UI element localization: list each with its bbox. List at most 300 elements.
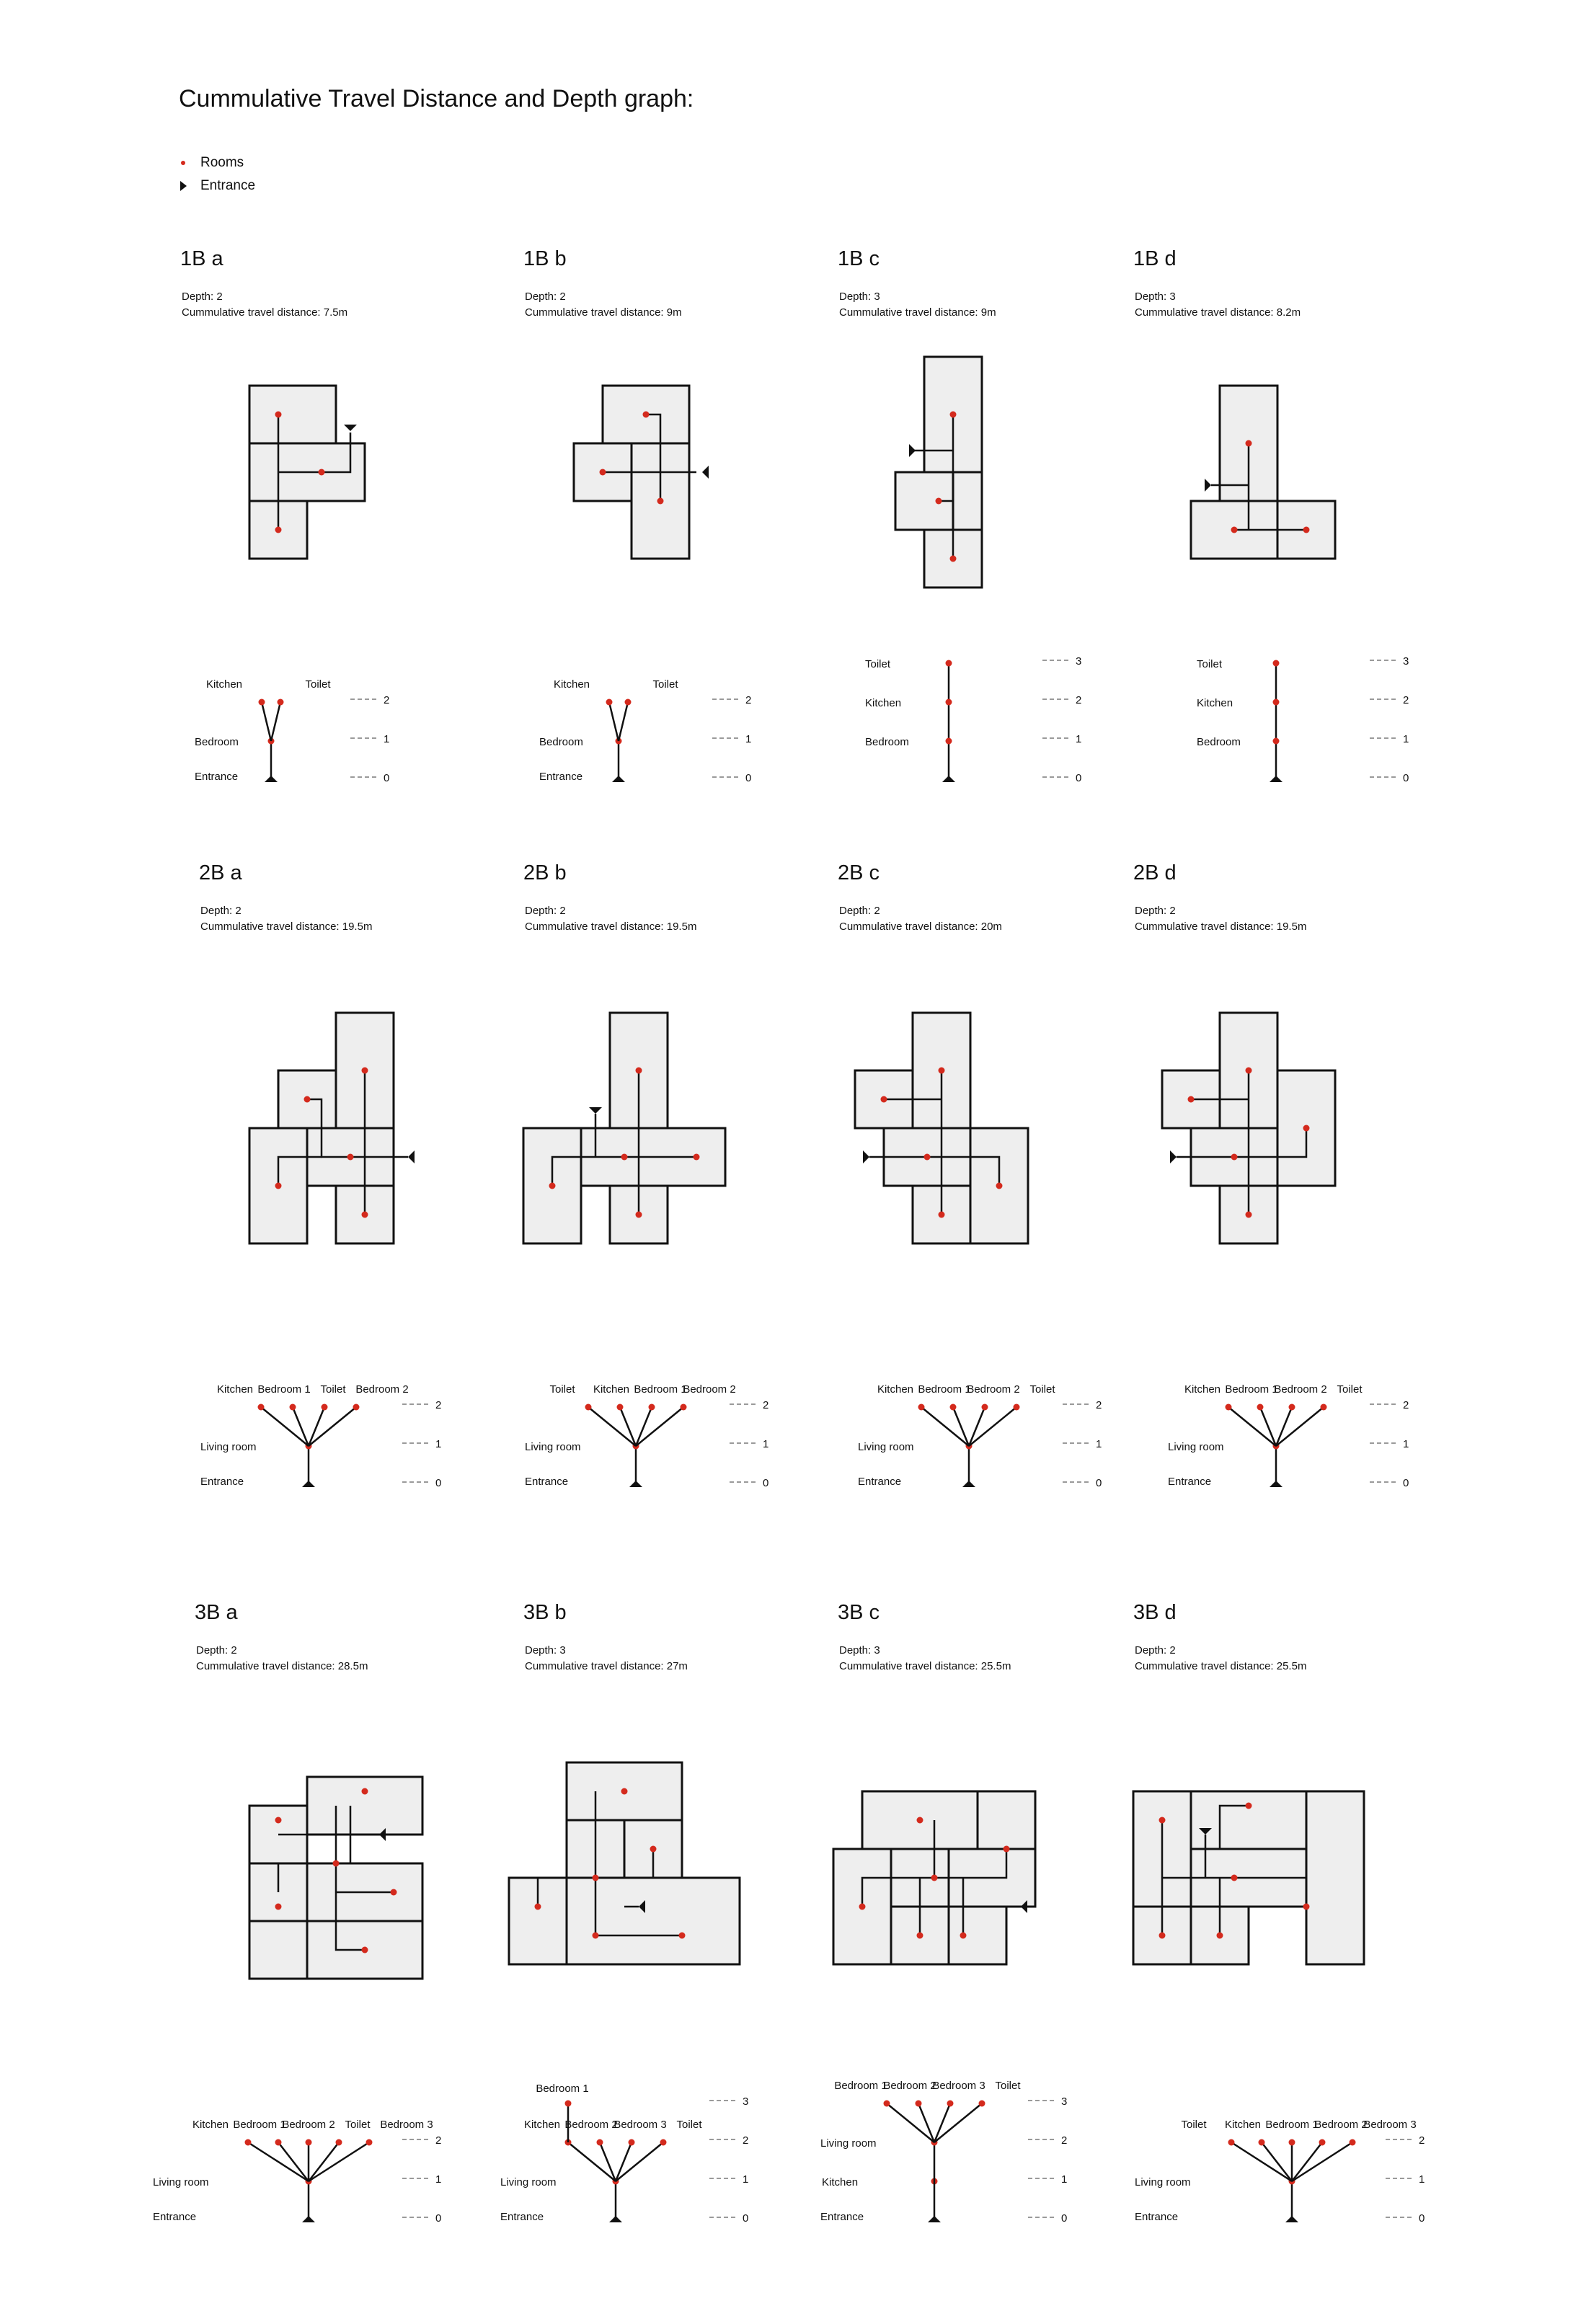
depth-text: Depth: 3: [839, 290, 880, 303]
room-dot: [694, 1154, 700, 1161]
depth-level-label: 2: [1403, 694, 1409, 706]
floor-plan: [249, 1013, 415, 1243]
graph-edge: [1292, 2142, 1352, 2181]
legend-rooms-label: Rooms: [200, 155, 244, 170]
room-dot: [946, 699, 952, 706]
graph-node-label: Kitchen: [1224, 2119, 1262, 2131]
room-rect: [307, 1777, 422, 1835]
graph-node-label: Toilet: [320, 1383, 346, 1396]
graph-node-label: Bedroom 2: [1274, 1383, 1327, 1396]
room-dot: [336, 2139, 342, 2146]
room-rect: [978, 1791, 1035, 1849]
travel-distance-text: Cummulative travel distance: 9m: [525, 306, 682, 319]
graph-edge: [271, 702, 280, 741]
graph-edge: [609, 702, 619, 741]
depth-text: Depth: 3: [1135, 290, 1176, 303]
entrance-node-label: Entrance: [525, 1476, 569, 1488]
room-dot: [258, 1404, 265, 1411]
floor-plan: [1133, 1791, 1364, 1964]
room-dot: [275, 527, 282, 533]
room-dot: [1246, 1803, 1252, 1809]
graph-node-label: Toilet: [1337, 1383, 1363, 1396]
room-rect: [249, 1921, 307, 1979]
graph-node-label: Bedroom 2: [1314, 2119, 1368, 2131]
graph-node-label: Toilet: [652, 678, 678, 691]
room-dot: [982, 1404, 988, 1411]
graph-node-label: Toilet: [676, 2119, 702, 2131]
room-dot: [245, 2139, 252, 2146]
depth-text: Depth: 2: [1135, 905, 1176, 917]
room-dot: [275, 1183, 282, 1189]
depth-text: Depth: 2: [182, 290, 223, 303]
panel-title: 1B a: [180, 247, 223, 270]
graph-node-label: Bedroom 2: [967, 1383, 1020, 1396]
depth-text: Depth: 2: [525, 290, 566, 303]
graph-edge: [1231, 2142, 1292, 2181]
entrance-node-label: Entrance: [858, 1476, 902, 1488]
entrance-node-label: Entrance: [195, 771, 239, 783]
room-dot: [1226, 1404, 1232, 1411]
room-dot: [950, 556, 957, 562]
room-dot: [679, 1933, 686, 1939]
travel-distance-text: Cummulative travel distance: 8.2m: [1135, 306, 1301, 319]
floor-plan: [1162, 1013, 1335, 1243]
entrance-node-label: Entrance: [1135, 2211, 1179, 2223]
depth-level-label: 0: [1061, 2212, 1068, 2225]
depth-level-label: 1: [435, 1438, 442, 1450]
entrance-marker: [702, 466, 709, 479]
room-dot: [917, 1817, 923, 1824]
depth-level-label: 3: [1061, 2095, 1068, 2108]
depth-graph: [500, 2083, 748, 2225]
room-dot: [1259, 2139, 1265, 2146]
room-dot: [597, 2139, 603, 2146]
panel-title: 2B a: [199, 861, 242, 884]
depth-graph: [195, 678, 389, 784]
room-dot: [917, 1933, 923, 1939]
graph-node-label: Toilet: [865, 658, 891, 670]
hub-node-label: Bedroom: [539, 736, 583, 748]
room-dot: [1231, 1154, 1238, 1161]
room-dot: [1319, 2139, 1326, 2146]
room-dot: [650, 1846, 657, 1853]
graph-node-label: Toilet: [1197, 658, 1223, 670]
panel-2b-b: [523, 861, 768, 1489]
room-dot: [1246, 440, 1252, 447]
depth-text: Depth: 3: [839, 1644, 880, 1656]
panel-title: 2B b: [523, 861, 567, 884]
hub-node-label: Living room: [200, 1441, 257, 1453]
room-dot: [1257, 1404, 1264, 1411]
graph-node-label: Kitchen: [205, 678, 243, 691]
depth-level-label: 0: [1419, 2212, 1425, 2225]
graph-edge: [619, 702, 628, 741]
depth-level-label: 0: [1403, 1477, 1409, 1489]
depth-level-label: 1: [763, 1438, 769, 1450]
room-dot: [600, 469, 606, 476]
room-dot: [939, 1212, 945, 1218]
graph-edge: [248, 2142, 309, 2181]
graph-node-label: Bedroom 2: [883, 2080, 936, 2092]
room-dot: [1273, 699, 1280, 706]
room-dot: [606, 699, 613, 706]
entrance-marker: [408, 1150, 415, 1163]
graph-node-label: Bedroom 3: [380, 2119, 433, 2131]
graph-edge: [278, 2142, 309, 2181]
graph-node-label: Kitchen: [192, 2119, 229, 2131]
room-dot: [362, 1212, 368, 1218]
room-dot: [535, 1904, 541, 1910]
panel-3b-a: [153, 1601, 441, 2225]
entrance-marker: [1205, 479, 1211, 492]
depth-level-label: 0: [763, 1477, 769, 1489]
graph-node-label: Bedroom 1: [1225, 1383, 1278, 1396]
depth-level-label: 3: [743, 2095, 749, 2108]
entrance-marker: [863, 1150, 869, 1163]
panel-3b-c: [820, 1601, 1067, 2225]
room-dot: [304, 1096, 311, 1103]
room-dot: [950, 1404, 957, 1411]
floor-plan: [249, 1777, 422, 1979]
floor-plan: [574, 386, 709, 559]
floor-plan: [833, 1791, 1035, 1964]
room-dot: [649, 1404, 655, 1411]
room-dot: [1014, 1404, 1020, 1411]
hub-node-label: Living room: [1135, 2176, 1191, 2188]
panel-1b-d: [1133, 247, 1409, 784]
panel-2b-d: [1133, 861, 1409, 1489]
depth-graph: [1197, 655, 1409, 784]
graph-node-label: Bedroom 2: [683, 1383, 736, 1396]
room-dot: [290, 1404, 296, 1411]
depth-level-label: 1: [435, 2173, 442, 2186]
room-dot: [657, 498, 664, 505]
travel-distance-text: Cummulative travel distance: 27m: [525, 1660, 688, 1672]
hub-node-label: Bedroom: [195, 736, 239, 748]
graph-node-label: Toilet: [995, 2080, 1021, 2092]
depth-level-label: 0: [1403, 772, 1409, 784]
graph-edge: [1262, 2142, 1292, 2181]
depth-graph: [858, 1383, 1102, 1489]
room-dot: [275, 1904, 282, 1910]
depth-text: Depth: 2: [200, 905, 242, 917]
room-dot: [278, 699, 284, 706]
depth-text: Depth: 2: [1135, 1644, 1176, 1656]
graph-node-label: Bedroom 1: [233, 2119, 286, 2131]
room-dot: [1273, 660, 1280, 667]
room-dot: [1289, 1404, 1295, 1411]
room-dot: [333, 1860, 340, 1867]
room-dot: [1231, 1875, 1238, 1881]
room-dot: [1231, 527, 1238, 533]
room-dot: [1303, 1125, 1310, 1132]
graph-edge: [309, 2142, 369, 2181]
depth-graph: [865, 655, 1081, 784]
panel-title: 1B d: [1133, 247, 1177, 270]
room-dot: [593, 1875, 599, 1881]
room-dot: [1159, 1933, 1166, 1939]
room-dot: [859, 1904, 866, 1910]
graph-node-label: Toilet: [305, 678, 331, 691]
room-dot: [996, 1183, 1003, 1189]
room-rect: [1191, 1791, 1306, 1849]
room-rect: [249, 386, 336, 443]
room-dot: [391, 1889, 397, 1896]
depth-graph: [1135, 2119, 1425, 2225]
room-dot: [347, 1154, 354, 1161]
room-dot: [275, 2139, 282, 2146]
graph-node-label: Toilet: [345, 2119, 371, 2131]
depth-graph: [525, 1383, 768, 1489]
graph-edge: [262, 702, 271, 741]
depth-level-label: 1: [743, 2173, 749, 2186]
room-dot: [1246, 1212, 1252, 1218]
graph-node-label: Bedroom 1: [536, 2083, 589, 2095]
depth-level-label: 2: [745, 694, 752, 706]
room-dot: [362, 1788, 368, 1795]
graph-node-label: Bedroom 1: [834, 2080, 887, 2092]
room-dot: [617, 1404, 624, 1411]
page-title: Cummulative Travel Distance and Depth graph:: [179, 85, 694, 112]
depth-level-label: 0: [435, 1477, 442, 1489]
depth-level-label: 3: [1076, 655, 1082, 668]
room-dot: [366, 2139, 373, 2146]
panel-title: 3B a: [195, 1601, 238, 1624]
room-dot: [681, 1404, 687, 1411]
room-dot: [1289, 2139, 1295, 2146]
room-dot: [939, 1068, 945, 1074]
depth-level-label: 2: [763, 1399, 769, 1411]
room-rect: [1306, 1791, 1364, 1964]
graph-node-label: Kitchen: [822, 2176, 859, 2188]
depth-text: Depth: 2: [525, 905, 566, 917]
room-dot: [960, 1933, 967, 1939]
depth-level-label: 2: [435, 1399, 442, 1411]
graph-node-label: Kitchen: [523, 2119, 561, 2131]
travel-distance-text: Cummulative travel distance: 25.5m: [839, 1660, 1011, 1672]
depth-level-label: 1: [1096, 1438, 1102, 1450]
room-dot: [1273, 738, 1280, 745]
travel-distance-text: Cummulative travel distance: 20m: [839, 921, 1002, 933]
room-dot: [621, 1788, 628, 1795]
depth-level-label: 1: [745, 733, 752, 745]
hub-node-label: Living room: [1168, 1441, 1224, 1453]
hub-node-label: Living room: [500, 2176, 557, 2188]
graph-node-label: Bedroom 2: [282, 2119, 335, 2131]
depth-level-label: 1: [1076, 733, 1082, 745]
graph-node-label: Bedroom 2: [355, 1383, 409, 1396]
room-dot: [881, 1096, 887, 1103]
room-dot: [947, 2101, 954, 2107]
travel-distance-text: Cummulative travel distance: 19.5m: [1135, 921, 1307, 933]
depth-level-label: 1: [1403, 733, 1409, 745]
panel-title: 2B c: [838, 861, 880, 884]
depth-level-label: 0: [384, 772, 390, 784]
panel-3b-b: [500, 1601, 748, 2225]
room-dot: [1159, 1817, 1166, 1824]
panel-title: 1B b: [523, 247, 567, 270]
room-dot: [884, 2101, 890, 2107]
graph-node-label: Kitchen: [553, 678, 590, 691]
room-dot: [924, 1154, 931, 1161]
depth-level-label: 0: [435, 2212, 442, 2225]
travel-distance-text: Cummulative travel distance: 9m: [839, 306, 996, 319]
room-dot: [1321, 1404, 1327, 1411]
room-dot: [275, 412, 282, 418]
graph-node-label: Bedroom 3: [932, 2080, 985, 2092]
room-dot: [946, 738, 952, 745]
graph-node-label: Kitchen: [865, 697, 902, 709]
entrance-node-label: Entrance: [500, 2211, 544, 2223]
room-dot: [322, 1404, 328, 1411]
room-dot: [1303, 1904, 1310, 1910]
panel-2b-a: [199, 861, 441, 1489]
graph-node-label: Toilet: [1029, 1383, 1055, 1396]
room-dot: [362, 1947, 368, 1953]
panel-3b-d: [1133, 1601, 1425, 2225]
room-dot: [936, 498, 942, 505]
room-rect: [953, 472, 982, 530]
depth-graph: [153, 2119, 441, 2225]
graph-node-label: Bedroom 2: [564, 2119, 618, 2131]
graph-node-label: Kitchen: [1184, 1383, 1221, 1396]
entrance-node-label: Entrance: [153, 2211, 197, 2223]
room-dot: [621, 1154, 628, 1161]
depth-level-label: 2: [1403, 1399, 1409, 1411]
room-dot: [585, 1404, 592, 1411]
panel-title: 2B d: [1133, 861, 1177, 884]
graph-node-label: Bedroom: [865, 736, 909, 748]
entrance-node-label: Entrance: [820, 2211, 864, 2223]
room-dot: [259, 699, 265, 706]
panel-1b-c: [838, 247, 1081, 784]
depth-level-label: 0: [745, 772, 752, 784]
depth-level-label: 1: [1403, 1438, 1409, 1450]
room-dot: [275, 1817, 282, 1824]
depth-level-label: 2: [743, 2134, 749, 2147]
room-dot: [931, 1875, 938, 1881]
entrance-marker: [1170, 1150, 1177, 1163]
graph-node-label: Kitchen: [593, 1383, 630, 1396]
graph-node-label: Bedroom 1: [918, 1383, 971, 1396]
panel-title: 3B c: [838, 1601, 880, 1624]
travel-distance-text: Cummulative travel distance: 25.5m: [1135, 1660, 1307, 1672]
depth-level-label: 0: [743, 2212, 749, 2225]
panel-2b-c: [838, 861, 1102, 1489]
depth-level-label: 2: [435, 2134, 442, 2147]
room-dot: [660, 2139, 667, 2146]
floor-plan: [1191, 386, 1335, 559]
room-dot: [979, 2101, 985, 2107]
graph-node-label: Bedroom 1: [634, 1383, 687, 1396]
room-dot: [916, 2101, 922, 2107]
room-dot: [1188, 1096, 1195, 1103]
room-dot: [1217, 1933, 1223, 1939]
hub-node-label: Living room: [820, 2137, 877, 2150]
legend-entrance-label: Entrance: [200, 178, 256, 193]
depth-graph: [820, 2080, 1067, 2225]
hub-node-label: Living room: [153, 2176, 209, 2188]
floor-plan: [249, 386, 365, 559]
room-dot: [950, 412, 957, 418]
graph-node-label: Toilet: [1181, 2119, 1207, 2131]
room-dot: [565, 2101, 572, 2107]
panel-title: 3B d: [1133, 1601, 1177, 1624]
depth-text: Depth: 3: [525, 1644, 566, 1656]
graph-node-label: Bedroom 3: [613, 2119, 667, 2131]
room-dot: [643, 412, 650, 418]
room-dot: [636, 1212, 642, 1218]
room-dot: [593, 1933, 599, 1939]
panel-1b-b: [523, 247, 751, 784]
panel-title: 3B b: [523, 1601, 567, 1624]
entrance-marker: [344, 425, 357, 431]
room-dot: [946, 660, 952, 667]
floor-plan: [895, 357, 982, 587]
depth-level-label: 3: [1403, 655, 1409, 668]
room-dot: [1228, 2139, 1235, 2146]
room-rect: [567, 1878, 740, 1964]
room-dot: [1246, 1068, 1252, 1074]
entrance-node-label: Entrance: [539, 771, 583, 783]
room-dot: [362, 1068, 368, 1074]
depth-graph: [200, 1383, 441, 1489]
room-dot: [549, 1183, 556, 1189]
entrance-node-label: Entrance: [1168, 1476, 1212, 1488]
travel-distance-text: Cummulative travel distance: 7.5m: [182, 306, 348, 319]
depth-level-label: 2: [1076, 694, 1082, 706]
graph-node-label: Bedroom 3: [1363, 2119, 1417, 2131]
graph-edge: [1292, 2142, 1322, 2181]
depth-level-label: 2: [1061, 2134, 1068, 2147]
depth-level-label: 1: [1061, 2173, 1068, 2186]
hub-node-label: Living room: [858, 1441, 914, 1453]
hub-node-label: Living room: [525, 1441, 581, 1453]
depth-text: Depth: 2: [196, 1644, 237, 1656]
depth-graph: [539, 678, 751, 784]
travel-distance-text: Cummulative travel distance: 19.5m: [525, 921, 697, 933]
panel-1b-a: [180, 247, 389, 784]
room-dot: [918, 1404, 925, 1411]
graph-node-label: Kitchen: [877, 1383, 914, 1396]
panel-title: 1B c: [838, 247, 880, 270]
room-dot: [636, 1068, 642, 1074]
graph-node-label: Kitchen: [1197, 697, 1233, 709]
graph-node-label: Toilet: [549, 1383, 575, 1396]
depth-level-label: 2: [1419, 2134, 1425, 2147]
room-dot: [629, 2139, 635, 2146]
depth-level-label: 2: [384, 694, 390, 706]
graph-node-label: Bedroom 1: [1265, 2119, 1319, 2131]
room-dot: [1004, 1846, 1010, 1853]
floor-plan: [523, 1013, 725, 1243]
room-dot: [625, 699, 632, 706]
entrance-node-label: Entrance: [200, 1476, 244, 1488]
graph-node-label: Bedroom: [1197, 736, 1241, 748]
depth-level-label: 2: [1096, 1399, 1102, 1411]
room-dot: [306, 2139, 312, 2146]
graph-node-label: Bedroom 1: [257, 1383, 311, 1396]
room-dot: [319, 469, 325, 476]
room-dot: [1350, 2139, 1356, 2146]
depth-level-label: 0: [1096, 1477, 1102, 1489]
depth-text: Depth: 2: [839, 905, 880, 917]
depth-level-label: 1: [384, 733, 390, 745]
graph-edge: [309, 2142, 339, 2181]
room-dot: [1303, 527, 1310, 533]
entrance-marker: [589, 1107, 602, 1114]
room-dot: [353, 1404, 360, 1411]
